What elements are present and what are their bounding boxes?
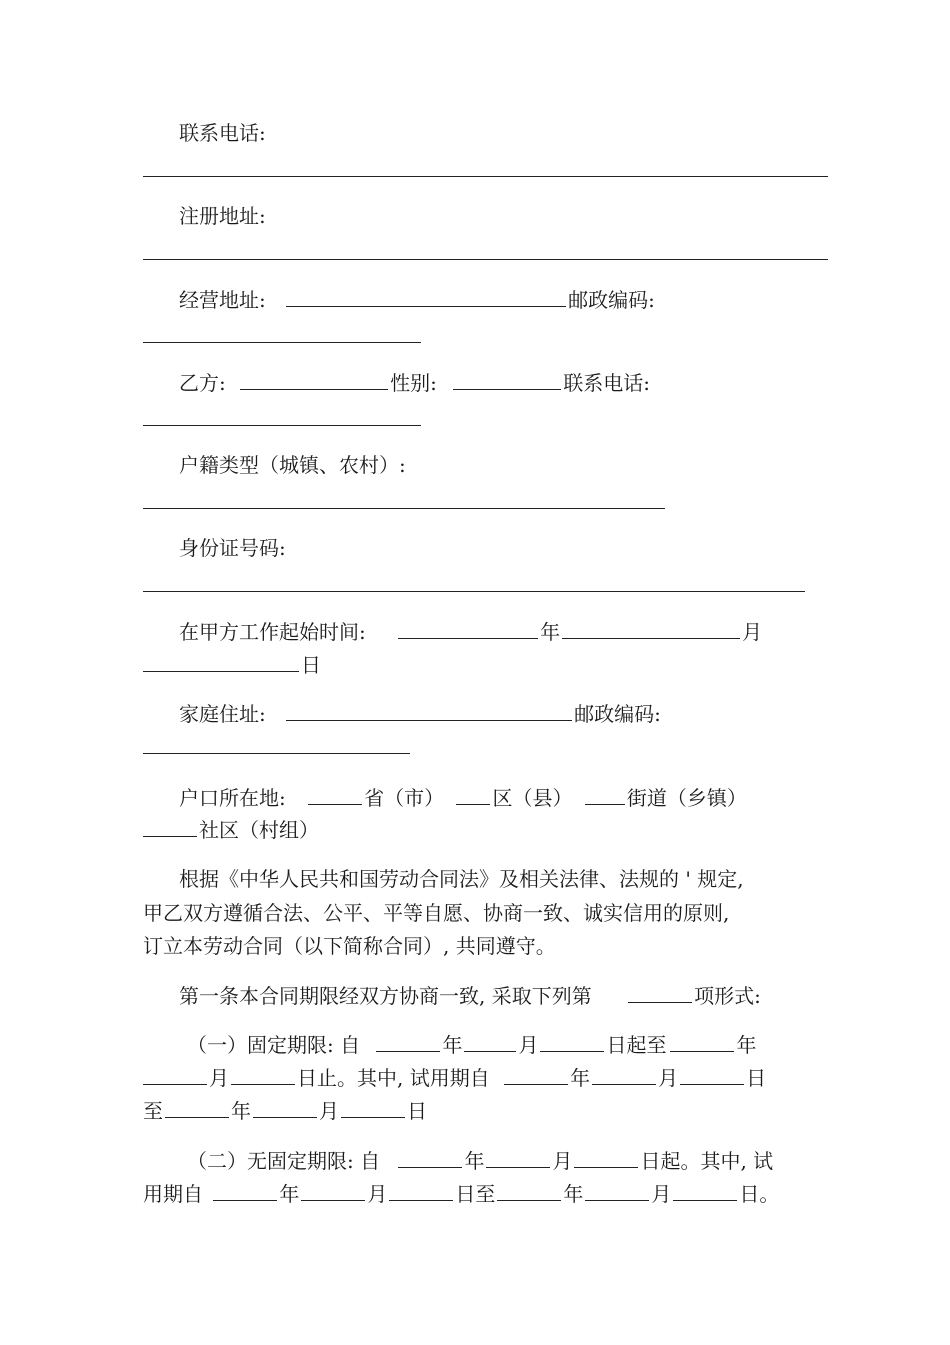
nofixed-end-text: 日起。其中, 试 bbox=[640, 1149, 774, 1173]
home-address-label: 家庭住址: bbox=[179, 702, 266, 726]
year-text: 年 bbox=[464, 1149, 485, 1173]
day-to-text: 日至 bbox=[455, 1182, 496, 1206]
fixed-term-row3 bbox=[143, 1097, 427, 1124]
province-blank[interactable] bbox=[308, 784, 362, 805]
nf-prob-from-year-blank[interactable] bbox=[213, 1180, 277, 1201]
hukou-type-label: 户籍类型（城镇、农村）: bbox=[179, 453, 406, 477]
fixed-to-day-blank[interactable] bbox=[231, 1064, 295, 1085]
month-text: 月 bbox=[319, 1099, 339, 1123]
from-end-text: 日起至 bbox=[606, 1033, 667, 1057]
biz-address-row bbox=[179, 286, 655, 313]
street-blank[interactable] bbox=[585, 784, 625, 805]
start-time-label: 在甲方工作起始时间: bbox=[179, 620, 366, 644]
year-text: 年 bbox=[442, 1033, 463, 1057]
contact-phone2-blank[interactable] bbox=[143, 425, 421, 426]
start-time-row bbox=[179, 618, 762, 645]
year-text: 年 bbox=[540, 620, 561, 644]
fixed-from-month-blank[interactable] bbox=[464, 1031, 516, 1052]
hukou-type-blank[interactable] bbox=[143, 508, 665, 509]
year-text: 年 bbox=[570, 1066, 591, 1090]
day-text: 日 bbox=[746, 1066, 767, 1090]
nf-prob-to-day-blank[interactable] bbox=[673, 1180, 737, 1201]
fixed-from-year-blank[interactable] bbox=[376, 1031, 440, 1052]
postcode2-label: 邮政编码: bbox=[574, 702, 661, 726]
start-day-blank[interactable] bbox=[143, 651, 299, 672]
year-text: 年 bbox=[279, 1182, 300, 1206]
community-blank[interactable] bbox=[143, 816, 197, 837]
preamble-line1: 根据《中华人民共和国劳动合同法》及相关法律、法规的 ' 规定, bbox=[179, 867, 744, 891]
party-b-name-blank[interactable] bbox=[240, 369, 388, 390]
nf-prob-to-month-blank[interactable] bbox=[585, 1180, 649, 1201]
probation-to-year-blank[interactable] bbox=[165, 1097, 229, 1118]
probation-to-month-blank[interactable] bbox=[253, 1097, 317, 1118]
fixed-term-row2 bbox=[143, 1064, 766, 1091]
hukou-loc-label: 户口所在地: bbox=[179, 786, 286, 810]
contact-phone-blank[interactable] bbox=[143, 176, 828, 177]
year-text: 年 bbox=[736, 1033, 757, 1057]
gender-blank[interactable] bbox=[453, 369, 561, 390]
month-text: 月 bbox=[367, 1182, 388, 1206]
fixed-from-day-blank[interactable] bbox=[540, 1031, 604, 1052]
contact-phone-label: 联系电话: bbox=[179, 121, 266, 145]
month-text: 月 bbox=[518, 1033, 539, 1057]
nf-prob-from-day-blank[interactable] bbox=[389, 1180, 453, 1201]
month-text: 月 bbox=[651, 1182, 672, 1206]
day-text: 日 bbox=[407, 1099, 427, 1123]
probation-from-day-blank[interactable] bbox=[680, 1064, 744, 1085]
article1-intro-row bbox=[179, 982, 761, 1009]
nf-prob-from-month-blank[interactable] bbox=[301, 1180, 365, 1201]
home-address-blank[interactable] bbox=[286, 700, 572, 721]
fixed-to-month-blank[interactable] bbox=[143, 1064, 207, 1085]
reg-address-label: 注册地址: bbox=[179, 204, 266, 228]
province-text: 省（市） bbox=[364, 786, 445, 810]
nofixed-from-year-blank[interactable] bbox=[398, 1147, 462, 1168]
nofixed-term-row1 bbox=[187, 1147, 773, 1174]
district-text: 区（县） bbox=[492, 786, 573, 810]
party-b-label: 乙方: bbox=[179, 371, 226, 395]
postcode2-blank[interactable] bbox=[143, 753, 410, 754]
biz-address-label: 经营地址: bbox=[179, 288, 266, 312]
party-b-row bbox=[179, 369, 650, 396]
day-end-text: 日。 bbox=[739, 1182, 780, 1206]
contact-phone2-label: 联系电话: bbox=[563, 371, 650, 395]
month-text: 月 bbox=[658, 1066, 679, 1090]
postcode-label: 邮政编码: bbox=[568, 288, 655, 312]
probation-from-year-blank[interactable] bbox=[504, 1064, 568, 1085]
month-text: 月 bbox=[552, 1149, 573, 1173]
nofixed-from-day-blank[interactable] bbox=[574, 1147, 638, 1168]
to-text: 至 bbox=[143, 1099, 163, 1123]
fixed-end-text: 日止。其中, 试用期自 bbox=[297, 1066, 490, 1090]
reg-address-blank[interactable] bbox=[143, 259, 828, 260]
year-text: 年 bbox=[231, 1099, 251, 1123]
preamble-line3: 订立本劳动合同（以下简称合同）, 共同遵守。 bbox=[143, 934, 556, 958]
probation-from-text: 用期自 bbox=[143, 1182, 203, 1206]
nofixed-term-row2 bbox=[143, 1180, 779, 1207]
district-blank[interactable] bbox=[456, 784, 490, 805]
month-text: 月 bbox=[209, 1066, 229, 1090]
fixed-to-year-blank[interactable] bbox=[670, 1031, 734, 1052]
nofixed-term-label: （二）无固定期限: 自 bbox=[187, 1149, 381, 1173]
probation-to-day-blank[interactable] bbox=[341, 1097, 405, 1118]
id-number-label: 身份证号码: bbox=[179, 536, 286, 560]
probation-from-month-blank[interactable] bbox=[592, 1064, 656, 1085]
nofixed-from-month-blank[interactable] bbox=[486, 1147, 550, 1168]
article1-option-blank[interactable] bbox=[628, 982, 692, 1003]
biz-address-blank[interactable] bbox=[286, 286, 566, 307]
postcode-blank[interactable] bbox=[143, 342, 421, 343]
community-row bbox=[143, 816, 319, 843]
start-year-blank[interactable] bbox=[398, 618, 538, 639]
year-text: 年 bbox=[563, 1182, 584, 1206]
id-number-blank[interactable] bbox=[143, 591, 805, 592]
preamble-line2: 甲乙双方遵循合法、公平、平等自愿、协商一致、诚实信用的原则, bbox=[143, 901, 730, 925]
home-address-row bbox=[179, 700, 661, 727]
gender-label: 性别: bbox=[390, 371, 437, 395]
hukou-loc-row bbox=[179, 784, 747, 811]
fixed-term-row1 bbox=[187, 1031, 756, 1058]
fixed-term-label: （一）固定期限: 自 bbox=[187, 1033, 361, 1057]
start-month-blank[interactable] bbox=[562, 618, 740, 639]
nf-prob-to-year-blank[interactable] bbox=[497, 1180, 561, 1201]
article1-intro-end: 项形式: bbox=[694, 984, 761, 1008]
street-text: 街道（乡镇） bbox=[626, 786, 747, 810]
start-day-row bbox=[143, 651, 321, 678]
day-text: 日 bbox=[301, 653, 321, 677]
community-text: 社区（村组） bbox=[199, 818, 319, 842]
article1-intro: 第一条本合同期限经双方协商一致, 采取下列第 bbox=[179, 984, 592, 1008]
month-text: 月 bbox=[742, 620, 763, 644]
